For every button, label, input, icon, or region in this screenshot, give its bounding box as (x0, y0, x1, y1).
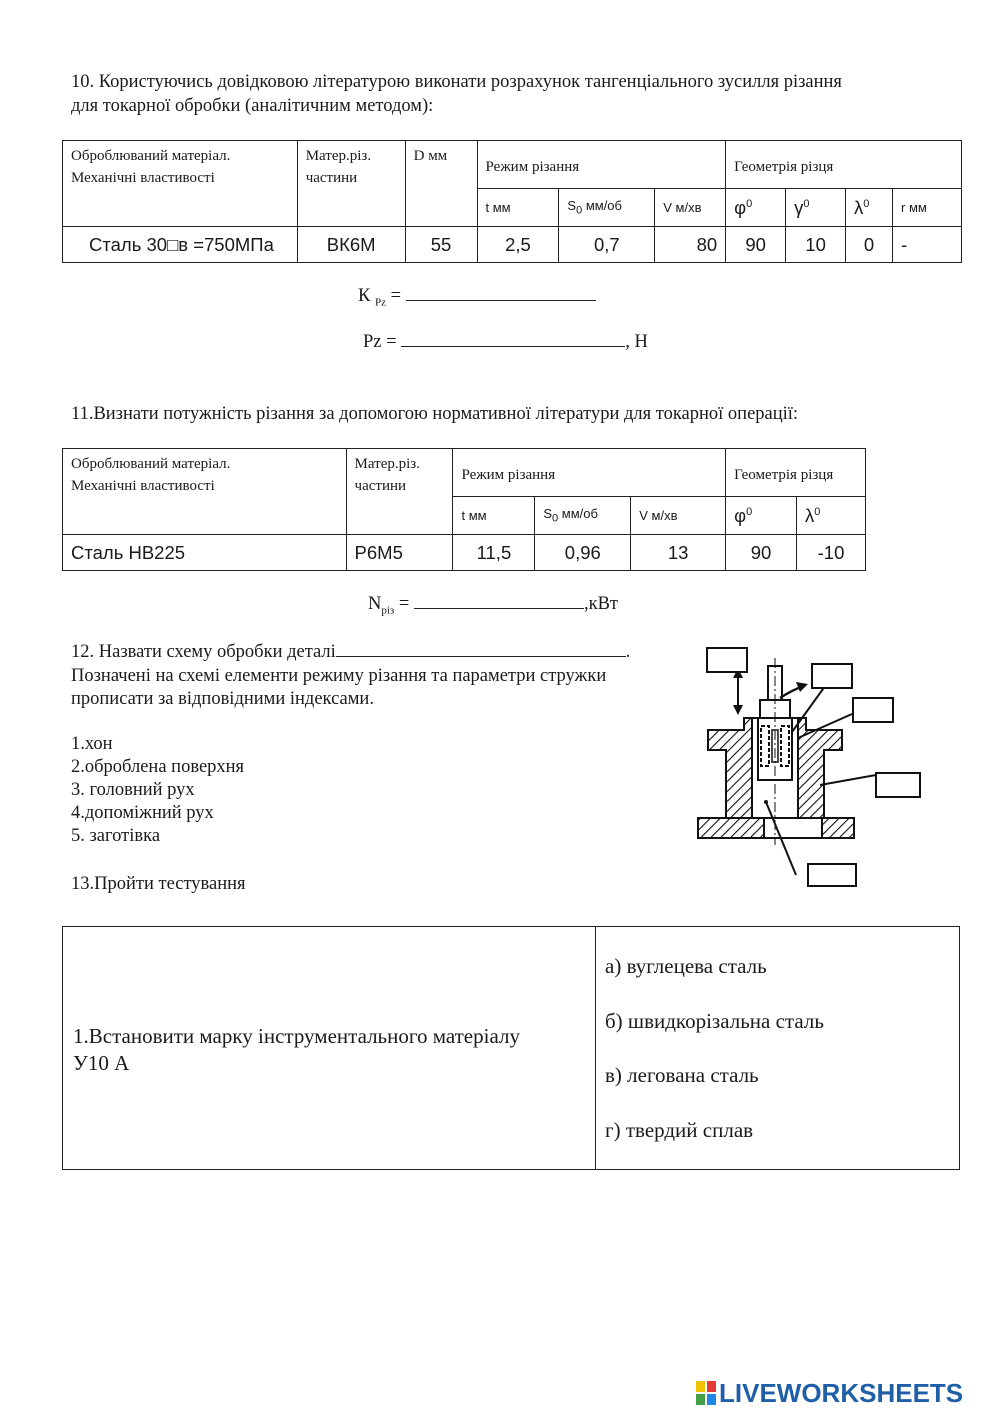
answer-option-b[interactable]: б) швидкорізальна сталь (605, 1009, 824, 1033)
logo-text: LIVEWORKSHEETS (719, 1377, 964, 1408)
npower-formula: $N_{різ} = ,кВт$ (368, 594, 619, 617)
cell-v: 80 (655, 227, 726, 263)
t11-header-material: Оброблюваний матеріал. Механічні властивості (63, 449, 347, 535)
header-r: r мм (893, 189, 962, 227)
task10-title-line2: для токарної обробки (аналітичним методом): (71, 96, 434, 116)
scheme-name-blank[interactable] (336, 656, 626, 657)
kpz-formula: К $_{Pz}$ = (358, 286, 596, 309)
diagram-answer-box-2[interactable] (811, 663, 853, 689)
task13-title: 13.Пройти тестування (71, 874, 246, 894)
task12-line2: Позначені на схемі елементи режиму різання та параметри стружки (71, 666, 607, 686)
answer-option-d[interactable]: г) твердий сплав (605, 1118, 754, 1142)
list-item: 1.хон (71, 734, 113, 754)
header-t: t мм (477, 189, 559, 227)
answer-option-c[interactable]: в) легована сталь (605, 1063, 759, 1087)
header-gamma: $\gamma^0$ (786, 189, 846, 227)
logo-square (707, 1381, 716, 1392)
test-question-table (62, 926, 960, 1170)
t11-header-s: $S_0$ мм/об (535, 497, 631, 535)
list-item: 4.допоміжний рух (71, 803, 214, 823)
cell-tool: ВК6М (297, 227, 405, 263)
test-question: 1.Встановити марку інструментального матеріалу У10 А (73, 1024, 520, 1075)
t11-header-v: V м/хв (631, 497, 726, 535)
t11-cell-lambda: -10 (797, 535, 866, 571)
answer-option-a[interactable]: а) вуглецева сталь (605, 954, 767, 978)
cell-gamma: 10 (786, 227, 846, 263)
cell-r: - (893, 227, 962, 263)
header-diameter: D мм (405, 141, 477, 227)
diagram-answer-box-4[interactable] (875, 772, 921, 798)
task10-title-line1: 10. Користуючись довідковою літературою виконати розрахунок тангенціального зусилля різання (71, 72, 842, 92)
task12-line1: 12. Назвати схему обробки деталі . (71, 642, 631, 662)
header-phi: $\varphi^0$ (726, 189, 786, 227)
logo-square (707, 1394, 716, 1405)
t11-header-t: t мм (453, 497, 535, 535)
t11-header-tool-geometry: Геометрія різця (726, 449, 866, 497)
t11-cell-v: 13 (631, 535, 726, 571)
diagram-answer-box-3[interactable] (852, 697, 894, 723)
task11-title: 11.Визнати потужність різання за допомогою нормативної літератури для токарної операції: (71, 404, 799, 424)
logo-square (696, 1394, 705, 1405)
diagram-answer-box-5[interactable] (807, 863, 857, 887)
header-material: Оброблюваний матеріал. Механічні властивості (63, 141, 298, 227)
t11-cell-t: 11,5 (453, 535, 535, 571)
kpz-answer-blank[interactable] (406, 300, 596, 301)
pz-answer-blank[interactable] (401, 346, 625, 347)
cell-phi: 90 (726, 227, 786, 263)
header-tool: Матер.різ. частини (297, 141, 405, 227)
t11-cell-phi: 90 (726, 535, 797, 571)
diagram-answer-box-1[interactable] (706, 647, 748, 673)
cell-lambda: 0 (846, 227, 893, 263)
header-tool-geometry: Геометрія різця (726, 141, 962, 189)
logo-icon (696, 1381, 716, 1405)
t11-cell-tool: Р6М5 (346, 535, 453, 571)
t11-cell-s: 0,96 (535, 535, 631, 571)
cell-d: 55 (405, 227, 477, 263)
t11-header-lambda: $\lambda^0$ (797, 497, 866, 535)
pz-formula: Pz = , Н (363, 332, 648, 352)
t11-header-tool: Матер.різ. частини (346, 449, 453, 535)
header-s: $S_0$ мм/об (559, 189, 655, 227)
header-lambda: $\lambda^0$ (846, 189, 893, 227)
t11-cell-material: Сталь НВ225 (63, 535, 347, 571)
header-v: V м/хв (655, 189, 726, 227)
task11-table (62, 448, 866, 571)
cell-s: 0,7 (559, 227, 655, 263)
cell-material: Сталь 30□в =750МПа (63, 227, 298, 263)
npower-answer-blank[interactable] (414, 608, 584, 609)
list-item: 5. заготівка (71, 826, 161, 846)
task10-table (62, 140, 962, 263)
task12-line3: прописати за відповідними індексами. (71, 689, 374, 709)
header-cutting-mode: Режим різання (477, 141, 726, 189)
t11-header-phi: $\varphi^0$ (726, 497, 797, 535)
list-item: 2.оброблена поверхня (71, 757, 245, 777)
cell-t: 2,5 (477, 227, 559, 263)
table-divider (595, 927, 596, 1169)
list-item: 3. головний рух (71, 780, 195, 800)
liveworksheets-logo (696, 1378, 963, 1408)
logo-square (696, 1381, 705, 1392)
t11-header-cutting-mode: Режим різання (453, 449, 726, 497)
